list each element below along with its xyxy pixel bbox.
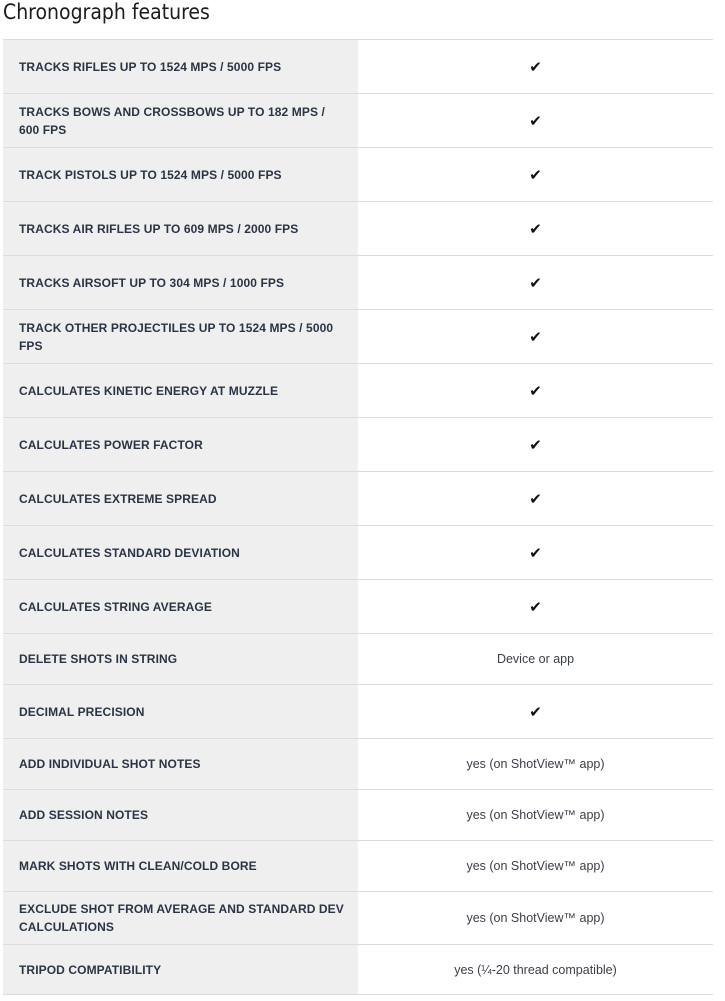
table-row — [3, 310, 713, 364]
table-row — [3, 841, 713, 892]
check-icon: ✔ — [529, 219, 542, 238]
feature-value: yes (on ShotView™ app) — [466, 808, 605, 822]
check-icon: ✔ — [529, 489, 542, 508]
check-icon: ✔ — [529, 543, 542, 562]
feature-label: EXCLUDE SHOT FROM AVERAGE AND STANDARD DEV CALCULATIONS — [3, 892, 358, 944]
table-row — [3, 685, 713, 739]
feature-label: CALCULATES POWER FACTOR — [3, 418, 358, 471]
table-row — [3, 739, 713, 790]
table-row — [3, 634, 713, 685]
feature-label: CALCULATES STANDARD DEVIATION — [3, 526, 358, 579]
feature-value: yes (on ShotView™ app) — [466, 859, 605, 873]
feature-value: yes (on ShotView™ app) — [466, 911, 605, 925]
features-table — [3, 39, 713, 995]
feature-label: TRACKS RIFLES UP TO 1524 MPS / 5000 FPS — [3, 40, 358, 93]
table-row — [3, 945, 713, 995]
feature-label: DELETE SHOTS IN STRING — [3, 634, 358, 684]
feature-value: yes (on ShotView™ app) — [466, 757, 605, 771]
feature-label: TRIPOD COMPATIBILITY — [3, 945, 358, 994]
table-row — [3, 40, 713, 94]
check-icon: ✔ — [529, 165, 542, 184]
check-icon: ✔ — [529, 597, 542, 616]
feature-label: MARK SHOTS WITH CLEAN/COLD BORE — [3, 841, 358, 891]
feature-label: TRACKS AIRSOFT UP TO 304 MPS / 1000 FPS — [3, 256, 358, 309]
check-icon: ✔ — [529, 327, 542, 346]
check-icon: ✔ — [529, 273, 542, 292]
table-row — [3, 202, 713, 256]
check-icon: ✔ — [529, 381, 542, 400]
feature-label: CALCULATES EXTREME SPREAD — [3, 472, 358, 525]
table-row — [3, 472, 713, 526]
table-row — [3, 364, 713, 418]
check-icon: ✔ — [529, 111, 542, 130]
feature-label: DECIMAL PRECISION — [3, 685, 358, 738]
feature-label: ADD SESSION NOTES — [3, 790, 358, 840]
table-row — [3, 892, 713, 945]
feature-label: CALCULATES STRING AVERAGE — [3, 580, 358, 633]
feature-label: TRACK PISTOLS UP TO 1524 MPS / 5000 FPS — [3, 148, 358, 201]
feature-label: TRACK OTHER PROJECTILES UP TO 1524 MPS / 5000 FPS — [3, 310, 358, 363]
feature-value: Device or app — [496, 652, 575, 666]
table-row — [3, 526, 713, 580]
check-icon: ✔ — [529, 435, 542, 454]
feature-value: yes (¼-20 thread compatible) — [454, 962, 617, 977]
table-row — [3, 256, 713, 310]
check-icon: ✔ — [529, 57, 542, 76]
table-row — [3, 94, 713, 148]
check-icon: ✔ — [529, 702, 542, 721]
feature-label: CALCULATES KINETIC ENERGY AT MUZZLE — [3, 364, 358, 417]
table-row — [3, 580, 713, 634]
table-row — [3, 418, 713, 472]
feature-label: TRACKS AIR RIFLES UP TO 609 MPS / 2000 FPS — [3, 202, 358, 255]
table-row — [3, 148, 713, 202]
feature-label: TRACKS BOWS AND CROSSBOWS UP TO 182 MPS / 600 FPS — [3, 94, 358, 147]
page-title: Chronograph features — [3, 0, 210, 24]
table-row — [3, 790, 713, 841]
feature-label: ADD INDIVIDUAL SHOT NOTES — [3, 739, 358, 789]
